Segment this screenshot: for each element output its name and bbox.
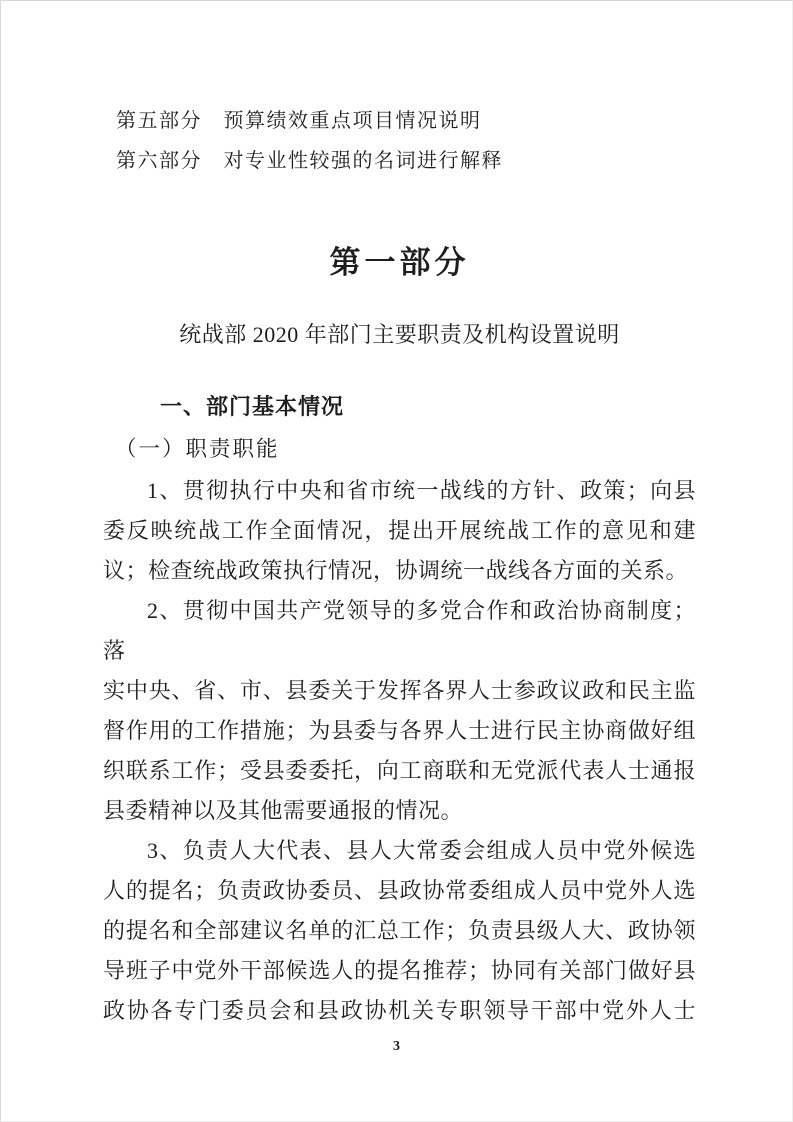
paragraph-line: 3、负责人大代表、县人大常委会组成人员中党外候选 xyxy=(147,838,696,863)
body-paragraphs xyxy=(103,471,696,1031)
part-title: 第一部分 xyxy=(329,245,470,280)
page-number: 3 xyxy=(393,1039,400,1054)
paragraph-line: 2、贯彻中国共产党领导的多党合作和政治协商制度；落 xyxy=(103,598,696,663)
paragraph xyxy=(103,831,696,1031)
paragraph-line: 实中央、省、市、县委关于发挥各界人士参政议政和民主监 xyxy=(103,678,696,703)
paragraph-line: 县委精神以及其他需要通报的情况。 xyxy=(103,798,464,823)
toc-line-part6: 第六部分 对专业性较强的名词进行解释 xyxy=(116,150,503,172)
paragraph-line: 政协各专门委员会和县政协机关专职领导干部中党外人士 xyxy=(103,998,696,1023)
paragraph-line: 的提名和全部建议名单的汇总工作；负责县级人大、政协领 xyxy=(103,918,696,943)
paragraph-line: 1、贯彻执行中央和省市统一战线的方针、政策；向县 xyxy=(147,478,696,503)
paragraph-line: 议；检查统战政策执行情况，协调统一战线各方面的关系。 xyxy=(103,558,689,583)
document-subtitle: 统战部 2020 年部门主要职责及机构设置说明 xyxy=(179,322,620,347)
paragraph-line: 人的提名；负责政协委员、县政协常委组成人员中党外人选 xyxy=(103,878,696,903)
toc-overflow-block xyxy=(103,101,696,181)
paragraph xyxy=(103,471,696,591)
section-heading: 一、部门基本情况 xyxy=(160,394,345,419)
subsection-heading: （一）职责职能 xyxy=(115,437,280,461)
page-content xyxy=(1,1,792,1031)
paragraph-line: 织联系工作；受县委委托，向工商联和无党派代表人士通报 xyxy=(103,758,696,783)
paragraph-line: 委反映统战工作全面情况，提出开展统战工作的意见和建 xyxy=(103,518,696,543)
paragraph-line: 督作用的工作措施；为县委与各界人士进行民主协商做好组 xyxy=(103,718,696,743)
paragraph-line: 导班子中党外干部候选人的提名推荐；协同有关部门做好县 xyxy=(103,958,696,983)
paragraph xyxy=(103,591,696,831)
toc-line-part5: 第五部分 预算绩效重点项目情况说明 xyxy=(116,110,482,132)
